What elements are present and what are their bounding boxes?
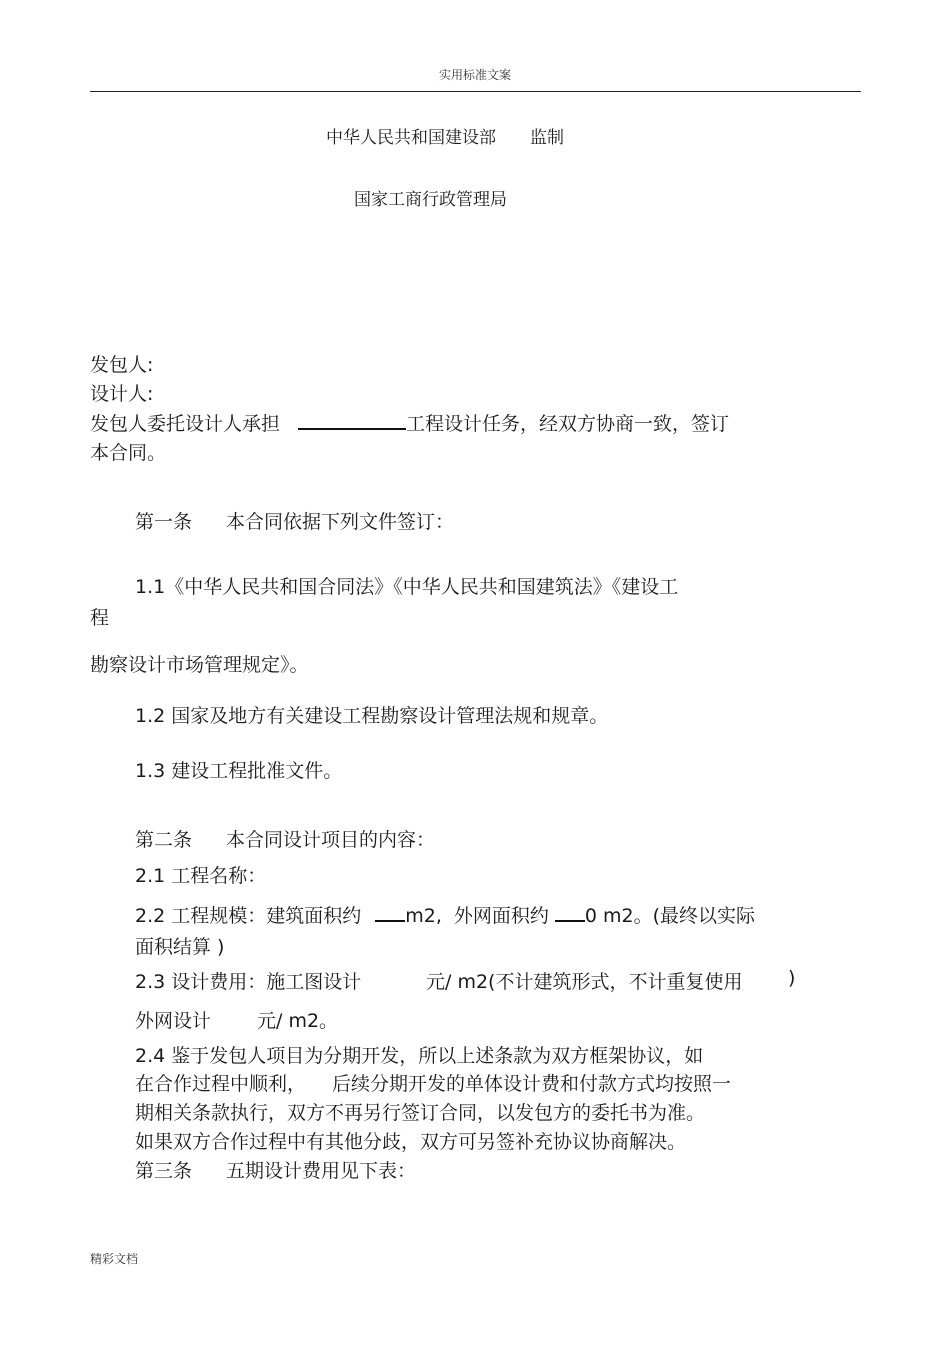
network-area-blank <box>555 901 585 922</box>
building-area-blank <box>375 901 405 922</box>
issuer-supervise: 监制 <box>530 128 564 148</box>
header-rule <box>90 91 861 92</box>
intro-line-end: 本合同。 <box>90 442 167 464</box>
issuer-ministry: 中华人民共和国建设部 <box>326 128 496 148</box>
client-label: 发包人: <box>90 354 154 376</box>
article2-number: 第二条 <box>135 829 193 851</box>
item-2-4-line2b: 后续分期开发的单体设计费和付款方式均按照一 <box>332 1073 732 1095</box>
item-2-2-unit: m2, <box>405 905 442 927</box>
item-2-4-line2a: 在合作过程中顺利， <box>135 1073 307 1095</box>
item-2-3-c: ) <box>788 967 796 989</box>
item-1-2: 1.2 国家及地方有关建设工程勘察设计管理法规和规章。 <box>135 705 609 727</box>
project-name-blank <box>298 409 406 430</box>
page-header: 实用标准文案 <box>438 68 511 82</box>
item-1-3: 1.3 建设工程批准文件。 <box>135 760 343 782</box>
designer-label: 设计人: <box>90 383 154 405</box>
item-2-2-text-c: 外网面积约 <box>453 905 549 927</box>
issuer-bureau: 国家工商行政管理局 <box>354 190 507 210</box>
item-2-2-text-a: 2.2 工程规模：建筑面积约 <box>135 905 362 927</box>
page-footer: 精彩文档 <box>90 1252 139 1266</box>
item-2-2 <box>135 901 755 928</box>
item-2-3-e: 元/ m2。 <box>257 1010 339 1032</box>
intro-text-a: 发包人委托设计人承担 <box>90 413 281 435</box>
item-2-3-a: 2.3 设计费用：施工图设计 <box>135 971 362 993</box>
article1-number: 第一条 <box>135 511 193 533</box>
item-2-2-end: 面积结算 ) <box>135 936 225 958</box>
intro-line <box>90 409 729 436</box>
article3-title: 五期设计费用见下表： <box>226 1160 417 1182</box>
article1-title: 本合同依据下列文件签订： <box>226 511 455 533</box>
item-2-4-line3: 期相关条款执行，双方不再另行签订合同，以发包方的委托书为准。 <box>135 1102 706 1124</box>
item-1-1-cont: 程 <box>90 607 110 629</box>
item-1-1-end: 勘察设计市场管理规定》。 <box>90 654 309 676</box>
article2-title: 本合同设计项目的内容： <box>226 829 436 851</box>
item-2-4-line1: 2.4 鉴于发包人项目为分期开发，所以上述条款为双方框架协议，如 <box>135 1045 704 1067</box>
article3-number: 第三条 <box>135 1160 193 1182</box>
item-2-1: 2.1 工程名称： <box>135 865 267 887</box>
item-2-4-line4: 如果双方合作过程中有其他分歧，双方可另签补充协议协商解决。 <box>135 1131 687 1153</box>
intro-text-b: 工程设计任务，经双方协商一致，签订 <box>406 413 730 435</box>
item-2-3-b: 元/ m2(不计建筑形式，不计重复使用 <box>426 971 743 993</box>
item-2-2-text-d: 0 m2。(最终以实际 <box>584 905 756 927</box>
item-1-1: 1.1《中华人民共和国合同法》《中华人民共和国建筑法》《建设工 <box>135 576 679 598</box>
item-2-3-d: 外网设计 <box>135 1010 212 1032</box>
